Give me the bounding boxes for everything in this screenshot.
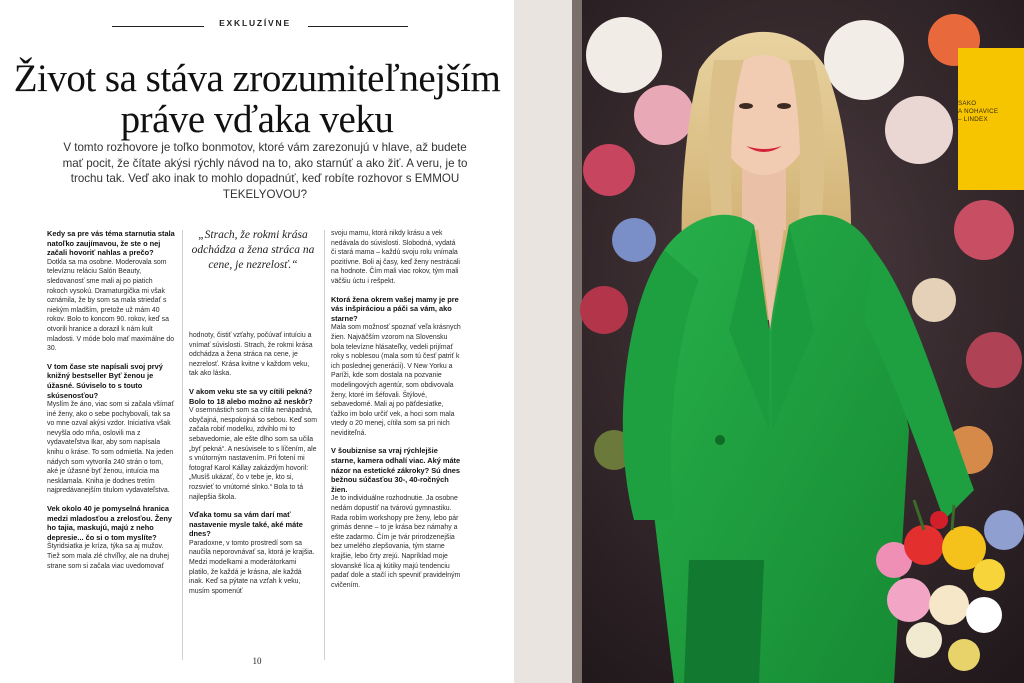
header-rule-right [308, 26, 408, 27]
pull-quote: „Strach, že rokmi krása odchádza a žena stráca na cene, je nezrelosť.“ [191, 229, 315, 271]
answer: Paradoxne, v tomto prostredí som sa naučila neporovnávať sa, ktorá je krajšia. Medzi modelkami a moderátorkami platilo, že každá je krásna, ale každá inak. Keď sa pýtate na vzťah k veku, musím spomenúť [189, 539, 315, 595]
answer: hodnoty, čistiť vzťahy, počúvať intuíciu a vnímať súvislosti. Strach, že rokmi krása odchádza a žena stráca na cene, je nezrelosť. Krása kvitne v každom veku, tak ako láska. [189, 332, 313, 378]
article-deck: V tomto rozhovore je toľko bonmotov, ktoré vám zarezonujú v hlave, až budete mať pocit, že čítate akýsi rýchly návod na to, ako starnúť a ako žiť. A veru, je to trochu tak. Veď ako inak to mohlo dopadnúť, keď robíte rozhovor s EMMOU TEKELYOVOU? [62, 141, 468, 201]
question: Vďaka tomu sa vám darí mať nastavenie mysle také, aké máte dnes? [189, 510, 303, 539]
question: Vek okolo 40 je pomyselná hranica medzi mladosťou a zrelosťou. Ženy ho tajia, maskujú, majú z neho depresie... čo si o tom myslíte? [47, 504, 172, 542]
answer: Dotkla sa ma osobne. Moderovala som televíznu reláciu Salón Beauty, sledovanosť sme mali aj po piatich rokoch vysokú. Dramaturgička mi však oznámila, že by som sa mala striedať s niekým mladším, pretože už mám 40 rokov. Bolo to koncom 90. rokov, keď sa otvorili hranice a dorazil k nám kult mladosti. V móde bolo mať maximálne do 30. [47, 258, 175, 353]
section-kicker: EXKLUZÍVNE [219, 18, 291, 28]
column-2-body [189, 331, 317, 604]
headline-line-1: Život sa stáva zrozumiteľnejším [13, 57, 501, 100]
clothing-credit [958, 100, 1018, 124]
answer: Štyridsiatka je kríza, týka sa aj mužov. Tiež som mala zlé chvíľky, ale na druhej strane som si začala viac uvedomovať [47, 543, 169, 570]
text-column-3 [331, 229, 461, 598]
headline-line-2: práve vďaka veku [120, 98, 394, 141]
question: V šoubiznise sa vraj rýchlejšie starne, kamera odhalí viac. Aký máte názor na estetické zákroky? Sú dnes bežnou súčasťou 30-, 40-ročných žien. [331, 446, 461, 494]
answer: V osemnástich som sa cítila nenápadná, obyčajná, nespokojná so sebou. Keď som začala robiť modelku, zdvihlo mi to sebavedomie, ale ešte dlho som sa učila „byť pekná“. A nesúvisele to s líčením, ale s vnútorným nastavením. Pri fotení mi fotograf Karol Kállay zakázdým hovoril: „Musíš ukázať, čo v tebe je, kto si, rozsvieť to vnútorné slnko.“ Bola to tá najlepšia škola. [189, 407, 317, 501]
answer: Myslím že áno, viac som si začala všímať iné ženy, ako o sebe pochybovali, tak sa vo mne ozval akýsi vzdor. Iniciatíva však nevyšla odo mňa, oslovili ma z vydavateľstva Ikar, aby som napísala knihu o kráse. To som odmietla. Na jeden nádych som vytvorila 240 strán o tom, aké je úžasné byť ženou, intuícia ma nesklamala. Kniha je dodnes tretím najpredávanejším titulom vydavateľstva. [47, 401, 175, 495]
credit-line-2: A NOHAVICE [958, 108, 999, 115]
column-divider [324, 230, 325, 660]
question: Ktorá žena okrem vašej mamy je pre vás inšpiráciou a páči sa vám, ako starne? [331, 294, 459, 323]
answer: Je to individuálne rozhodnutie. Ja osobne nedám dopustiť na tvárovú gymnastiku. Rada robím workshopy pre ženy, lebo pár grimás denne – to je krása bez námahy a ešte zadarmo. Čím je tvár prirodzenejšia bez umelého zlepšovania, tým starne krajšie, lebo črty zrejú. Napríklad moje slovanské líca aj kútiky majú tendenciu padať dole a stačí ich spevniť pravidelným cvičením. [331, 495, 461, 589]
question: V akom veku ste sa vy cítili pekná? Bolo to 18 alebo možno až neskôr? [189, 386, 313, 406]
question: V tom čase ste napísali svoj prvý knižný bestseller Byť ženou je úžasné. Súviselo to s touto skúsenosťou? [47, 361, 163, 400]
portrait-photo [514, 0, 1024, 683]
photo-illustration [514, 0, 1024, 683]
answer: svoju mamu, ktorá nikdy krásu a vek nedávala do súvislosti. Slobodná, vydatá či stará mama – každú svoju rolu vnímala pozitívne. Boli aj časy, keď ženy nestrácali na hodnote. Čím mali viac rokov, tým mali väčšiu úctu i rešpekt. [331, 230, 460, 285]
column-divider [182, 230, 183, 660]
page-number: 10 [252, 656, 262, 666]
text-column-1 [47, 229, 175, 579]
credit-line-3: – LINDEX [958, 116, 988, 123]
credit-line-1: SAKO [958, 100, 977, 107]
header-rule-left [112, 26, 204, 27]
article-headline [0, 58, 514, 140]
answer: Mala som možnosť spoznať veľa krásnych žien. Najväčším vzorom na Slovensku bola televízne hlásateľky, vedeli prijímať roky s noblesou (mala som tú česť patriť k ich poslednej generácii). V New Yorku a Paríži, kde som dostala na pozvanie modelingových agentúr, som obdivovala ženy, ktoré im šéfovali. Štýlové, sebavedomé. Mali aj po päťdesiatke, ťažko im bolo určiť vek, a hoci som mala vtedy o 20 menej, cítila som sa pri nich neviditeľná. [331, 324, 461, 437]
question: Kedy sa pre vás téma starnutia stala natoľko zaujímavou, že ste o nej začali hovoriť nahlas a prečo? [47, 229, 175, 258]
